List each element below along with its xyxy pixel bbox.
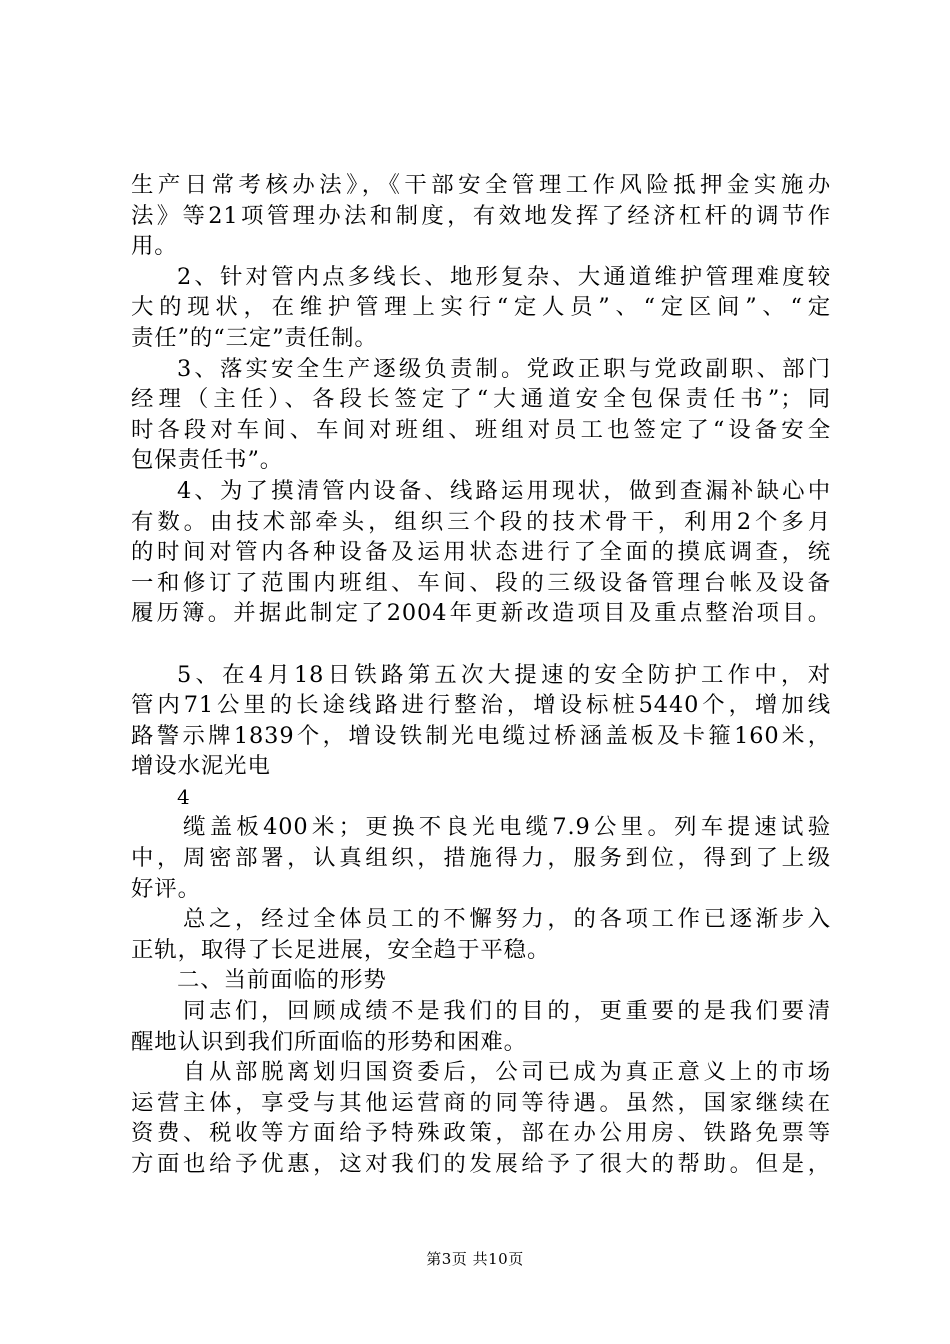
text-line: 生产日常考核办法》，《干部安全管理工作风险抵押金实施办 [131,172,831,198]
text-line: 履历簿。并据此制定了2004年更新改造项目及重点整治项目。 [131,600,831,627]
summary-line: 总之，经过全体员工的不懈努力，的各项工作已逐渐步入 [183,906,831,933]
page-footer: 第3页 共10页 [426,1250,524,1268]
text-line: 管内71公里的长途线路进行整治，增设标桩5440个，增加线 [131,692,831,719]
text-line: 缆盖板400米；更换不良光电缆7.9公里。列车提速试验 [183,814,831,841]
text-line: 大的现状，在维护管理上实行“定人员”、“定区间”、“定 [131,294,831,321]
paragraph-3-line: 3、落实安全生产逐级负责制。党政正职与党政副职、部门 [177,355,831,382]
text-line: 醒地认识到我们所面临的形势和困难。 [131,1028,527,1055]
text-line: 责任”的“三定”责任制。 [131,324,378,351]
text-line: 好评。 [131,875,201,902]
text-line: 中，周密部署，认真组织，措施得力，服务到位，得到了上级 [131,845,831,872]
paragraph-4-line: 4、为了摸清管内设备、线路运用现状，做到查漏补缺心中 [177,477,831,504]
text-line: 有数。由技术部牵头，组织三个段的技术骨干，利用2个多月 [131,508,831,535]
document-body [131,170,831,1180]
paragraph-2-line: 2、针对管内点多线长、地形复杂、大通道维护管理难度较 [177,263,831,290]
text-line: 自从部脱离划归国资委后，公司已成为真正意义上的市场 [183,1059,831,1086]
blank-line [131,629,831,660]
inline-page-number: 4 [177,784,191,809]
text-line: 资费、税收等方面给予特殊政策，部在办公用房、铁路免票等 [131,1120,831,1147]
text-line: 一和修订了范围内班组、车间、段的三级设备管理台帐及设备 [131,569,831,596]
text-line: 路警示牌1839个，增设铁制光电缆过桥涵盖板及卡箍160米， [131,722,831,749]
text-line: 用。 [131,233,178,260]
section-heading: 二、当前面临的形势 [177,967,387,994]
text-line: 的时间对管内各种设备及运用状态进行了全面的摸底调查，统 [131,539,831,566]
text-line: 方面也给予优惠，这对我们的发展给予了很大的帮助。但是， [131,1151,831,1177]
text-line: 时各段对车间、车间对班组、班组对员工也签定了“设备安全 [131,416,831,443]
text-line: 法》等21项管理办法和制度，有效地发挥了经济杠杆的调节作 [131,202,831,229]
text-line: 包保责任书”。 [131,447,284,474]
text-line: 正轨，取得了长足进展，安全趋于平稳。 [131,936,551,963]
text-line: 运营主体，享受与其他运营商的同等待遇。虽然，国家继续在 [131,1089,831,1116]
paragraph-5-line: 5、在4月18日铁路第五次大提速的安全防护工作中，对 [177,661,831,688]
text-line: 经理（主任）、各段长签定了“大通道安全包保责任书”；同 [131,386,831,413]
text-line: 增设水泥光电 [131,753,271,780]
text-line: 同志们，回顾成绩不是我们的目的，更重要的是我们要清 [183,998,831,1025]
